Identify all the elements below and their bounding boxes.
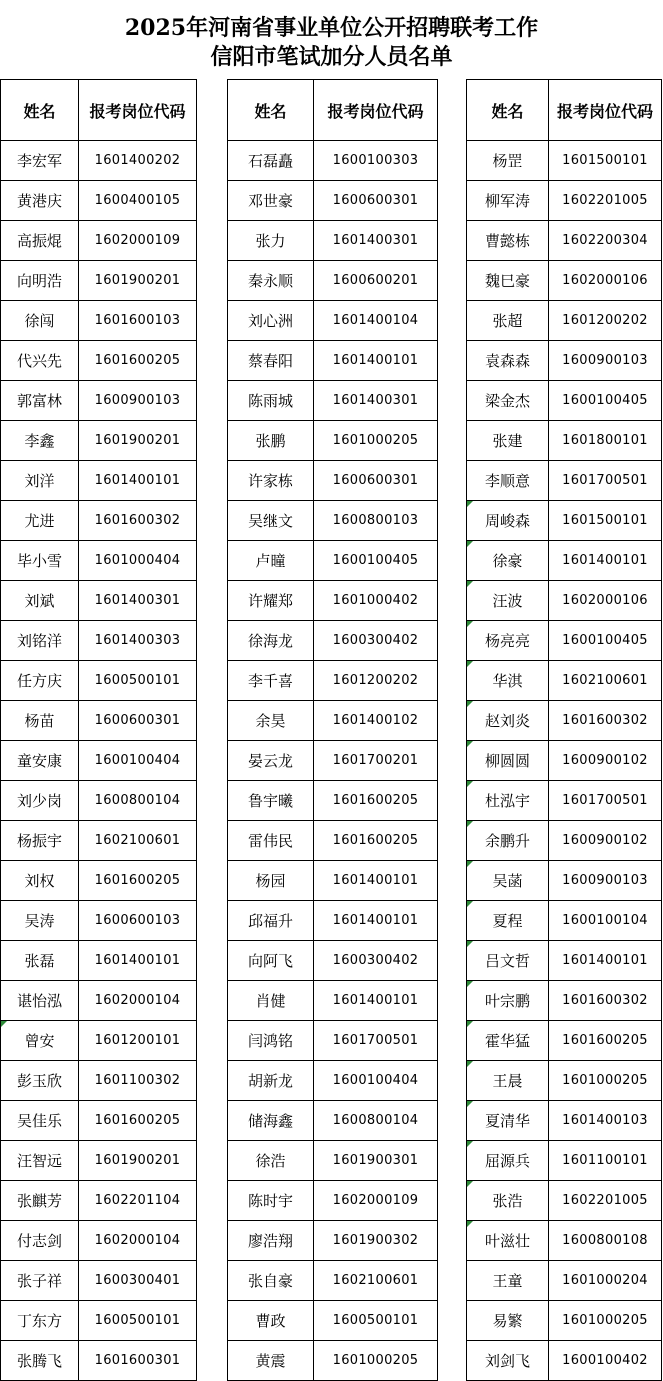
name-cell: 毕小雪 bbox=[1, 541, 79, 581]
position-code-cell: 1601400101 bbox=[314, 861, 438, 901]
position-code-cell: 1600300402 bbox=[314, 941, 438, 981]
position-code-cell: 1602000109 bbox=[79, 221, 197, 261]
position-code-cell: 1602100601 bbox=[79, 821, 197, 861]
position-code-cell: 1601400104 bbox=[314, 301, 438, 341]
header-code: 报考岗位代码 bbox=[549, 80, 662, 141]
position-code-cell: 1600400105 bbox=[79, 181, 197, 221]
table-row bbox=[228, 941, 438, 981]
name-cell: 陈时宇 bbox=[228, 1181, 314, 1221]
table-row bbox=[1, 741, 197, 781]
name-cell: 蔡春阳 bbox=[228, 341, 314, 381]
table-row bbox=[467, 541, 662, 581]
position-code-cell: 1601400301 bbox=[314, 381, 438, 421]
position-code-cell: 1601500101 bbox=[549, 501, 662, 541]
position-code-cell: 1601700501 bbox=[314, 1021, 438, 1061]
position-code-cell: 1600900103 bbox=[549, 341, 662, 381]
name-cell: 任方庆 bbox=[1, 661, 79, 701]
name-cell: 卢曈 bbox=[228, 541, 314, 581]
table-row bbox=[228, 781, 438, 821]
name-cell: 杨苗 bbox=[1, 701, 79, 741]
header-name: 姓名 bbox=[1, 80, 79, 141]
position-code-cell: 1601400102 bbox=[314, 701, 438, 741]
table-row bbox=[467, 701, 662, 741]
name-cell: 王晨 bbox=[467, 1061, 549, 1101]
name-cell: 杨罡 bbox=[467, 141, 549, 181]
position-code-cell: 1601400101 bbox=[79, 461, 197, 501]
table-row bbox=[228, 461, 438, 501]
position-code-cell: 1600900102 bbox=[549, 741, 662, 781]
name-cell: 晏云龙 bbox=[228, 741, 314, 781]
name-cell: 汪智远 bbox=[1, 1141, 79, 1181]
name-cell: 叶滋壮 bbox=[467, 1221, 549, 1261]
table-row bbox=[1, 901, 197, 941]
table-row bbox=[228, 541, 438, 581]
table-row bbox=[467, 781, 662, 821]
position-code-cell: 1601600205 bbox=[79, 1101, 197, 1141]
name-cell: 赵刘炎 bbox=[467, 701, 549, 741]
name-cell: 许耀郑 bbox=[228, 581, 314, 621]
header-code: 报考岗位代码 bbox=[79, 80, 197, 141]
table-row bbox=[228, 741, 438, 781]
position-code-cell: 1601400101 bbox=[314, 981, 438, 1021]
table-row bbox=[467, 981, 662, 1021]
position-code-cell: 1600600301 bbox=[314, 181, 438, 221]
table-row bbox=[1, 781, 197, 821]
position-code-cell: 1601400101 bbox=[314, 341, 438, 381]
table-row bbox=[228, 661, 438, 701]
table-row bbox=[1, 461, 197, 501]
name-cell: 易繁 bbox=[467, 1301, 549, 1341]
name-cell: 李宏军 bbox=[1, 141, 79, 181]
position-code-cell: 1601600205 bbox=[314, 821, 438, 861]
name-cell: 储海鑫 bbox=[228, 1101, 314, 1141]
name-cell: 李千喜 bbox=[228, 661, 314, 701]
position-code-cell: 1602201104 bbox=[79, 1181, 197, 1221]
name-cell: 梁金杰 bbox=[467, 381, 549, 421]
name-cell: 徐海龙 bbox=[228, 621, 314, 661]
position-code-cell: 1601400101 bbox=[79, 941, 197, 981]
position-code-cell: 1600900102 bbox=[549, 821, 662, 861]
name-cell: 夏程 bbox=[467, 901, 549, 941]
table-row bbox=[228, 821, 438, 861]
position-code-cell: 1601700201 bbox=[314, 741, 438, 781]
name-cell: 闫鸿铭 bbox=[228, 1021, 314, 1061]
table-row bbox=[228, 1061, 438, 1101]
table-row bbox=[228, 701, 438, 741]
name-cell: 刘心洲 bbox=[228, 301, 314, 341]
table-row bbox=[467, 341, 662, 381]
name-cell: 许家栋 bbox=[228, 461, 314, 501]
position-code-cell: 1600100404 bbox=[314, 1061, 438, 1101]
table-row bbox=[1, 581, 197, 621]
position-code-cell: 1602000106 bbox=[549, 581, 662, 621]
position-code-cell: 1601000205 bbox=[314, 1341, 438, 1381]
table-row bbox=[467, 381, 662, 421]
table-row bbox=[467, 1141, 662, 1181]
table-row bbox=[1, 981, 197, 1021]
name-cell: 张力 bbox=[228, 221, 314, 261]
position-code-cell: 1601600302 bbox=[549, 981, 662, 1021]
name-cell: 王童 bbox=[467, 1261, 549, 1301]
position-code-cell: 1601100101 bbox=[549, 1141, 662, 1181]
name-cell: 胡新龙 bbox=[228, 1061, 314, 1101]
table-row bbox=[228, 1261, 438, 1301]
table-row bbox=[1, 1061, 197, 1101]
position-code-cell: 1601000404 bbox=[79, 541, 197, 581]
table-row bbox=[467, 1061, 662, 1101]
position-code-cell: 1601000402 bbox=[314, 581, 438, 621]
position-code-cell: 1600100405 bbox=[549, 381, 662, 421]
table-row bbox=[467, 141, 662, 181]
position-code-cell: 1601400202 bbox=[79, 141, 197, 181]
position-code-cell: 1601000204 bbox=[549, 1261, 662, 1301]
position-code-cell: 1600800103 bbox=[314, 501, 438, 541]
table-row bbox=[228, 501, 438, 541]
header-code: 报考岗位代码 bbox=[314, 80, 438, 141]
name-cell: 丁东方 bbox=[1, 1301, 79, 1341]
name-cell: 张超 bbox=[467, 301, 549, 341]
header-name: 姓名 bbox=[228, 80, 314, 141]
name-cell: 张子祥 bbox=[1, 1261, 79, 1301]
position-code-cell: 1600800104 bbox=[314, 1101, 438, 1141]
name-cell: 杨亮亮 bbox=[467, 621, 549, 661]
name-cell: 柳圆圆 bbox=[467, 741, 549, 781]
table-row bbox=[1, 1301, 197, 1341]
table-row bbox=[228, 981, 438, 1021]
name-cell: 吴继文 bbox=[228, 501, 314, 541]
position-code-cell: 1602201005 bbox=[549, 181, 662, 221]
table-row bbox=[1, 261, 197, 301]
name-cell: 张磊 bbox=[1, 941, 79, 981]
position-code-cell: 1601400303 bbox=[79, 621, 197, 661]
name-cell: 刘斌 bbox=[1, 581, 79, 621]
table-row bbox=[1, 381, 197, 421]
position-code-cell: 1601600103 bbox=[79, 301, 197, 341]
name-cell: 肖健 bbox=[228, 981, 314, 1021]
table-row bbox=[1, 1181, 197, 1221]
table-row bbox=[228, 1021, 438, 1061]
table-row bbox=[1, 181, 197, 221]
header-name: 姓名 bbox=[467, 80, 549, 141]
table-row bbox=[467, 1221, 662, 1261]
position-code-cell: 1600100104 bbox=[549, 901, 662, 941]
name-cell: 袁森森 bbox=[467, 341, 549, 381]
name-cell: 徐闯 bbox=[1, 301, 79, 341]
position-code-cell: 1600100402 bbox=[549, 1341, 662, 1381]
name-cell: 曹政 bbox=[228, 1301, 314, 1341]
position-code-cell: 1601000205 bbox=[549, 1061, 662, 1101]
position-code-cell: 1601400103 bbox=[549, 1101, 662, 1141]
table-row bbox=[467, 1101, 662, 1141]
name-cell: 童安康 bbox=[1, 741, 79, 781]
table-row bbox=[228, 1341, 438, 1381]
position-code-cell: 1600500101 bbox=[314, 1301, 438, 1341]
name-cell: 廖浩翔 bbox=[228, 1221, 314, 1261]
table-row bbox=[467, 301, 662, 341]
position-code-cell: 1600100405 bbox=[314, 541, 438, 581]
position-code-cell: 1601900302 bbox=[314, 1221, 438, 1261]
table-row bbox=[1, 221, 197, 261]
position-code-cell: 1600500101 bbox=[79, 661, 197, 701]
name-cell: 张麒芳 bbox=[1, 1181, 79, 1221]
name-cell: 杨园 bbox=[228, 861, 314, 901]
name-cell: 徐浩 bbox=[228, 1141, 314, 1181]
name-cell: 吴涛 bbox=[1, 901, 79, 941]
name-cell: 吕文哲 bbox=[467, 941, 549, 981]
position-code-cell: 1601500101 bbox=[549, 141, 662, 181]
table-row bbox=[1, 861, 197, 901]
name-cell: 石磊矗 bbox=[228, 141, 314, 181]
position-code-cell: 1601000205 bbox=[314, 421, 438, 461]
name-cell: 屈源兵 bbox=[467, 1141, 549, 1181]
roster-table-2 bbox=[227, 79, 438, 1381]
table-row bbox=[228, 1141, 438, 1181]
table-row bbox=[228, 581, 438, 621]
position-code-cell: 1601400301 bbox=[314, 221, 438, 261]
name-cell: 张建 bbox=[467, 421, 549, 461]
name-cell: 刘铭洋 bbox=[1, 621, 79, 661]
position-code-cell: 1600800108 bbox=[549, 1221, 662, 1261]
table-row bbox=[1, 141, 197, 181]
table-row bbox=[1, 301, 197, 341]
position-code-cell: 1600300401 bbox=[79, 1261, 197, 1301]
name-cell: 余鹏升 bbox=[467, 821, 549, 861]
table-row bbox=[228, 901, 438, 941]
position-code-cell: 1601400101 bbox=[314, 901, 438, 941]
table-row bbox=[467, 1261, 662, 1301]
name-cell: 夏清华 bbox=[467, 1101, 549, 1141]
position-code-cell: 1602000104 bbox=[79, 1221, 197, 1261]
table-row bbox=[1, 821, 197, 861]
table-row bbox=[228, 341, 438, 381]
position-code-cell: 1601400101 bbox=[549, 541, 662, 581]
table-row bbox=[467, 501, 662, 541]
table-row bbox=[1, 341, 197, 381]
name-cell: 刘洋 bbox=[1, 461, 79, 501]
page-title-line1: 2025年河南省事业单位公开招聘联考工作 bbox=[124, 15, 539, 41]
position-code-cell: 1600600301 bbox=[314, 461, 438, 501]
table-row bbox=[228, 301, 438, 341]
position-code-cell: 1600900103 bbox=[549, 861, 662, 901]
position-code-cell: 1601800101 bbox=[549, 421, 662, 461]
position-code-cell: 1601900201 bbox=[79, 1141, 197, 1181]
name-cell: 邱福升 bbox=[228, 901, 314, 941]
table-row bbox=[1, 1021, 197, 1061]
name-cell: 吴菡 bbox=[467, 861, 549, 901]
name-cell: 向阿飞 bbox=[228, 941, 314, 981]
page-title-line2: 信阳市笔试加分人员名单 bbox=[210, 44, 453, 70]
position-code-cell: 1600600301 bbox=[79, 701, 197, 741]
position-code-cell: 1600500101 bbox=[79, 1301, 197, 1341]
table-row bbox=[467, 581, 662, 621]
table-row bbox=[467, 861, 662, 901]
table-row bbox=[228, 1181, 438, 1221]
table-row bbox=[228, 261, 438, 301]
table-row bbox=[1, 1141, 197, 1181]
table-row bbox=[228, 221, 438, 261]
table-row bbox=[467, 181, 662, 221]
name-cell: 汪波 bbox=[467, 581, 549, 621]
table-row bbox=[1, 501, 197, 541]
position-code-cell: 1600100303 bbox=[314, 141, 438, 181]
position-code-cell: 1601400101 bbox=[549, 941, 662, 981]
name-cell: 张自豪 bbox=[228, 1261, 314, 1301]
name-cell: 柳军涛 bbox=[467, 181, 549, 221]
name-cell: 吴佳乐 bbox=[1, 1101, 79, 1141]
table-row bbox=[1, 1221, 197, 1261]
position-code-cell: 1601900201 bbox=[79, 261, 197, 301]
table-row bbox=[467, 421, 662, 461]
name-cell: 尤进 bbox=[1, 501, 79, 541]
table-row bbox=[467, 1021, 662, 1061]
table-row bbox=[467, 821, 662, 861]
name-cell: 秦永顺 bbox=[228, 261, 314, 301]
table-row bbox=[467, 461, 662, 501]
table-row bbox=[228, 421, 438, 461]
position-code-cell: 1601600302 bbox=[549, 701, 662, 741]
position-code-cell: 1602000109 bbox=[314, 1181, 438, 1221]
name-cell: 向明浩 bbox=[1, 261, 79, 301]
name-cell: 余昊 bbox=[228, 701, 314, 741]
position-code-cell: 1602200304 bbox=[549, 221, 662, 261]
table-row bbox=[1, 621, 197, 661]
name-cell: 邓世豪 bbox=[228, 181, 314, 221]
position-code-cell: 1602000104 bbox=[79, 981, 197, 1021]
name-cell: 叶宗鹏 bbox=[467, 981, 549, 1021]
position-code-cell: 1601200202 bbox=[314, 661, 438, 701]
table-row bbox=[467, 221, 662, 261]
position-code-cell: 1602000106 bbox=[549, 261, 662, 301]
position-code-cell: 1600600201 bbox=[314, 261, 438, 301]
table-row bbox=[467, 1341, 662, 1381]
name-cell: 霍华猛 bbox=[467, 1021, 549, 1061]
name-cell: 张腾飞 bbox=[1, 1341, 79, 1381]
position-code-cell: 1601700501 bbox=[549, 461, 662, 501]
position-code-cell: 1601600205 bbox=[549, 1021, 662, 1061]
table-row bbox=[228, 141, 438, 181]
position-code-cell: 1601400301 bbox=[79, 581, 197, 621]
name-cell: 刘少岗 bbox=[1, 781, 79, 821]
name-cell: 彭玉欣 bbox=[1, 1061, 79, 1101]
table-row bbox=[1, 541, 197, 581]
name-cell: 李顺意 bbox=[467, 461, 549, 501]
name-cell: 付志剑 bbox=[1, 1221, 79, 1261]
name-cell: 曾安 bbox=[1, 1021, 79, 1061]
name-cell: 刘剑飞 bbox=[467, 1341, 549, 1381]
position-code-cell: 1601600205 bbox=[79, 861, 197, 901]
name-cell: 周峻森 bbox=[467, 501, 549, 541]
position-code-cell: 1600600103 bbox=[79, 901, 197, 941]
roster-table-1 bbox=[0, 79, 197, 1381]
name-cell: 张鹏 bbox=[228, 421, 314, 461]
table-row bbox=[1, 1101, 197, 1141]
position-code-cell: 1600800104 bbox=[79, 781, 197, 821]
position-code-cell: 1600300402 bbox=[314, 621, 438, 661]
table-row bbox=[467, 621, 662, 661]
name-cell: 李鑫 bbox=[1, 421, 79, 461]
name-cell: 魏巳豪 bbox=[467, 261, 549, 301]
position-code-cell: 1601100302 bbox=[79, 1061, 197, 1101]
name-cell: 刘权 bbox=[1, 861, 79, 901]
table-row bbox=[1, 421, 197, 461]
table-row bbox=[1, 941, 197, 981]
table-row bbox=[228, 1101, 438, 1141]
name-cell: 黄港庆 bbox=[1, 181, 79, 221]
name-cell: 郭富林 bbox=[1, 381, 79, 421]
name-cell: 曹懿栋 bbox=[467, 221, 549, 261]
position-code-cell: 1601000205 bbox=[549, 1301, 662, 1341]
table-row bbox=[467, 1301, 662, 1341]
table-row bbox=[1, 661, 197, 701]
position-code-cell: 1602100601 bbox=[549, 661, 662, 701]
name-cell: 鲁宇曦 bbox=[228, 781, 314, 821]
table-row bbox=[467, 741, 662, 781]
table-row bbox=[1, 1341, 197, 1381]
name-cell: 杜泓宇 bbox=[467, 781, 549, 821]
position-code-cell: 1601600205 bbox=[79, 341, 197, 381]
table-row bbox=[467, 941, 662, 981]
table-row bbox=[467, 1181, 662, 1221]
position-code-cell: 1601600205 bbox=[314, 781, 438, 821]
position-code-cell: 1602100601 bbox=[314, 1261, 438, 1301]
name-cell: 代兴先 bbox=[1, 341, 79, 381]
position-code-cell: 1601200101 bbox=[79, 1021, 197, 1061]
table-row bbox=[228, 1301, 438, 1341]
table-row bbox=[467, 901, 662, 941]
position-code-cell: 1601200202 bbox=[549, 301, 662, 341]
table-row bbox=[1, 1261, 197, 1301]
table-row bbox=[228, 381, 438, 421]
name-cell: 陈雨城 bbox=[228, 381, 314, 421]
position-code-cell: 1602201005 bbox=[549, 1181, 662, 1221]
table-row bbox=[467, 261, 662, 301]
table-row bbox=[228, 181, 438, 221]
name-cell: 黄震 bbox=[228, 1341, 314, 1381]
position-code-cell: 1600100404 bbox=[79, 741, 197, 781]
position-code-cell: 1601600302 bbox=[79, 501, 197, 541]
table-row bbox=[467, 661, 662, 701]
name-cell: 谌怡泓 bbox=[1, 981, 79, 1021]
table-row bbox=[228, 1221, 438, 1261]
table-row bbox=[228, 621, 438, 661]
name-cell: 华淇 bbox=[467, 661, 549, 701]
position-code-cell: 1601700501 bbox=[549, 781, 662, 821]
position-code-cell: 1601900301 bbox=[314, 1141, 438, 1181]
position-code-cell: 1601900201 bbox=[79, 421, 197, 461]
table-row bbox=[228, 861, 438, 901]
name-cell: 雷伟民 bbox=[228, 821, 314, 861]
position-code-cell: 1600100405 bbox=[549, 621, 662, 661]
position-code-cell: 1600900103 bbox=[79, 381, 197, 421]
roster-table-3 bbox=[466, 79, 662, 1381]
name-cell: 杨振宇 bbox=[1, 821, 79, 861]
table-row bbox=[1, 701, 197, 741]
name-cell: 徐豪 bbox=[467, 541, 549, 581]
name-cell: 高振焜 bbox=[1, 221, 79, 261]
name-cell: 张浩 bbox=[467, 1181, 549, 1221]
position-code-cell: 1601600301 bbox=[79, 1341, 197, 1381]
